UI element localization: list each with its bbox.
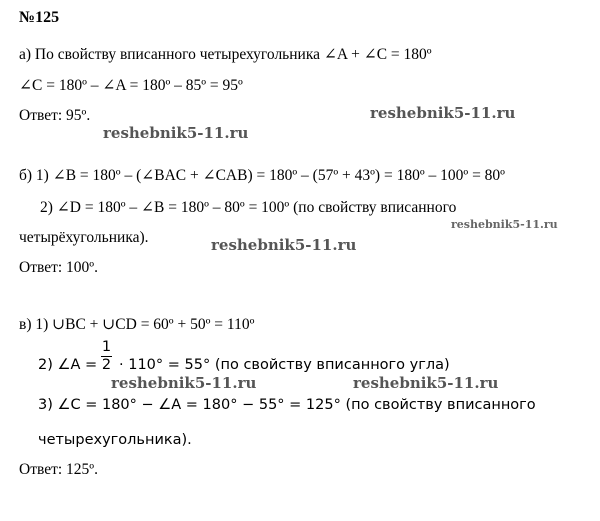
part-a-answer: Ответ: 95º. xyxy=(19,107,91,124)
part-a-line-1: а) По свойству вписанного четырехугольника ∠A + ∠C = 180º xyxy=(19,46,432,63)
problem-number: №125 xyxy=(19,9,60,26)
part-v-line-2-suffix: · 110° = 55° (по свойству вписанного угла) xyxy=(119,357,450,373)
part-v-line-4: четырехугольника). xyxy=(38,432,192,448)
part-a-line-2: ∠C = 180º – ∠A = 180º – 85º = 95º xyxy=(19,77,243,94)
fraction-numerator: 1 xyxy=(101,339,112,355)
part-b-line-3: четырёхугольника). xyxy=(19,229,149,246)
watermark-4: reshebnik5-11.ru xyxy=(211,236,357,254)
part-b-answer: Ответ: 100º. xyxy=(19,259,98,276)
fraction-denominator: 2 xyxy=(101,357,112,373)
watermark-1: reshebnik5-11.ru xyxy=(370,104,516,122)
part-v-line-1: в) 1) ∪BC + ∪CD = 60º + 50º = 110º xyxy=(19,316,255,333)
part-v-line-3: 3) ∠C = 180° − ∠A = 180° − 55° = 125° (по свойству вписанного xyxy=(38,397,536,413)
fraction-one-half xyxy=(101,339,112,374)
watermark-5: reshebnik5-11.ru xyxy=(111,374,257,392)
part-b-line-1: б) 1) ∠B = 180º – (∠BAC + ∠CAB) = 180º – (57º + 43º) = 180º – 100º = 80º xyxy=(19,167,505,184)
watermark-2: reshebnik5-11.ru xyxy=(103,124,249,142)
watermark-3: reshebnik5-11.ru xyxy=(451,218,558,231)
part-b-line-2: 2) ∠D = 180º – ∠B = 180º – 80º = 100º (по свойству вписанного xyxy=(40,199,457,216)
watermark-6: reshebnik5-11.ru xyxy=(353,374,499,392)
part-v-line-2-prefix: 2) ∠A = xyxy=(38,357,98,373)
part-v-answer: Ответ: 125º. xyxy=(19,461,98,478)
